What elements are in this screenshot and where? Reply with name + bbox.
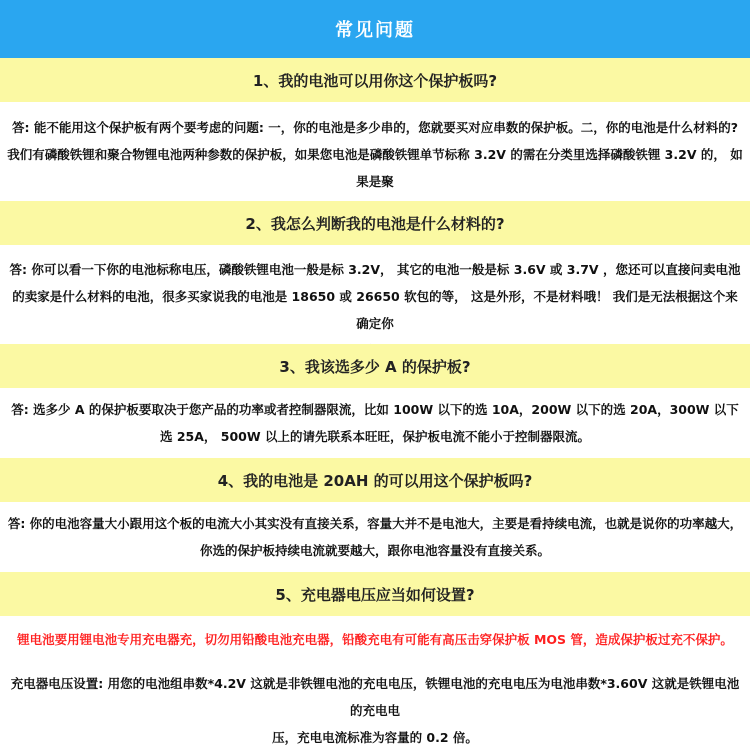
answer-line: 答: 你可以看一下你的电池标称电压，磷酸铁锂电池一般是标 3.2V， 其它的电池一般是标 3.6V 或 3.7V ，您还可以直接问卖电池 — [9, 262, 741, 277]
answer-line: 答: 能不能用这个保护板有两个要考虑的问题: 一，你的电池是多少串的，您就要买对应串数的保护板。二，你的电池是什么材料的? — [12, 120, 738, 135]
answer-line: 压，充电电流标准为容量的 0.2 倍。 — [272, 730, 478, 745]
page-title: 常见问题 — [335, 20, 415, 41]
answer-line: 的卖家是什么材料的电池，很多买家说我的电池是 18650 或 26650 软包的等， 这是外形，不是材料哦！ 我们是无法根据这个来确定你 — [12, 289, 738, 331]
faq-question-5: 5、充电器电压应当如何设置? — [0, 572, 750, 616]
faq-question-1: 1、我的电池可以用你这个保护板吗? — [0, 58, 750, 102]
faq-question-2: 2、我怎么判断我的电池是什么材料的? — [0, 201, 750, 245]
answer-line: 答: 你的电池容量大小跟用这个板的电流大小其实没有直接关系，容量大并不是电池大，主要是看持续电流，也就是说你的功率越大， — [7, 516, 743, 531]
answer-line: 充电器电压设置: 用您的电池组串数*4.2V 这就是非铁锂电池的充电电压，铁锂电池的充电电压为电池串数*3.60V 这就是铁锂电池的充电电 — [10, 676, 740, 718]
answer-line: 选 25A， 500W 以上的请先联系本旺旺，保护板电流不能小于控制器限流。 — [159, 429, 590, 444]
faq-question-3: 3、我该选多少 A 的保护板? — [0, 344, 750, 388]
warning-line: 锂电池要用锂电池专用充电器充，切勿用铅酸电池充电器，铅酸充电有可能有高压击穿保护板 MOS 管，造成保护板过充不保护。 — [17, 632, 733, 647]
answer-line: 答: 选多少 A 的保护板要取决于您产品的功率或者控制器限流，比如 100W 以下的选 10A，200W 以下的选 20A，300W 以下 — [11, 402, 739, 417]
faq-answer-3 — [0, 396, 750, 450]
faq-answer-5 — [0, 670, 750, 751]
faq-answer-4 — [0, 510, 750, 564]
answer-line: 你选的保护板持续电流就要越大，跟你电池容量没有直接关系。 — [199, 543, 550, 558]
faq-question-4: 4、我的电池是 20AH 的可以用这个保护板吗? — [0, 458, 750, 502]
faq-warning — [0, 626, 750, 653]
page-header — [0, 0, 750, 58]
answer-line: 我们有磷酸铁锂和聚合物锂电池两种参数的保护板，如果您电池是磷酸铁锂单节标称 3.2V 的需在分类里选择磷酸铁锂 3.2V 的， 如果是聚 — [7, 147, 743, 189]
